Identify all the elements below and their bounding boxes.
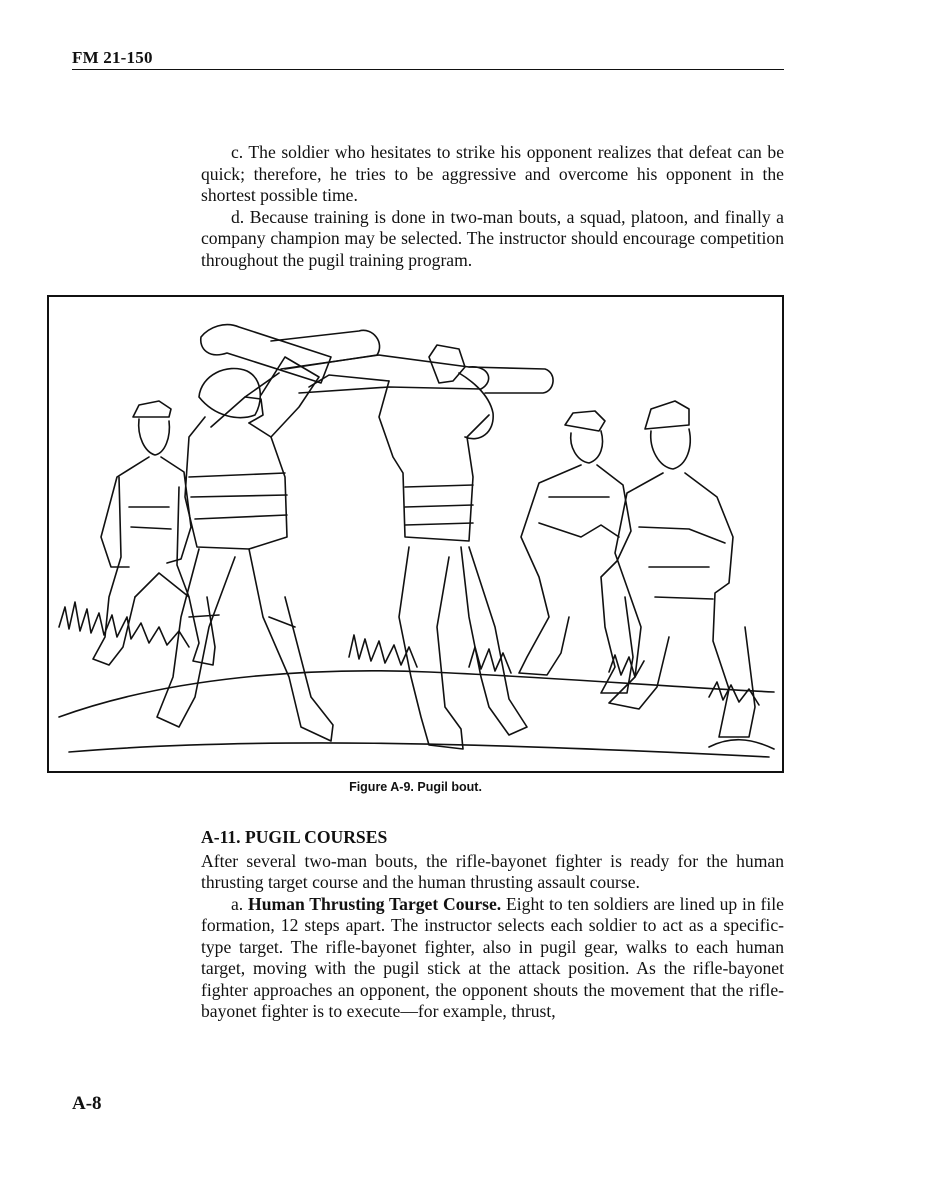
paragraph-a-prefix: a. — [231, 893, 249, 914]
figure-pugil-bout — [47, 295, 784, 773]
section-intro: After several two-man bouts, the rifle-bayonet fighter is ready for the human thrusting target course and the human thrusting assault course. — [201, 850, 784, 892]
ground — [59, 602, 774, 757]
spectator-left — [93, 401, 215, 665]
figure-caption: Figure A-9. Pugil bout. — [349, 780, 482, 794]
section-a-11 — [201, 827, 784, 1023]
paragraph-a — [201, 894, 784, 1023]
paragraph-c: c. The soldier who hesitates to strike his opponent realizes that defeat can be quick; therefore, he tries to be aggressive and overcome his opponent in the shortest possible time. — [201, 142, 784, 205]
fighter-right — [309, 345, 527, 749]
pugil-bout-illustration — [49, 297, 782, 771]
pugil-sticks — [201, 325, 553, 393]
header-rule — [72, 69, 784, 70]
running-head: FM 21-150 — [72, 48, 153, 67]
paragraph-a-title: Human Thrusting Target Course. — [248, 893, 502, 914]
paragraph-a-text: Eight to ten soldiers are lined up in file formation, 12 steps apart. The instructor selects each soldier to act as a specific-type target. The rifle-bayonet fighter, also in pugil gear, walks to each human target, moving with the pugil stick at the attack position. As the rifle-bayonet fighter approaches an opponent, the opponent shouts the movement that the rifle-bayonet fighter is to execute—for example, thrust, — [201, 893, 784, 1021]
page-number: A-8 — [72, 1093, 102, 1114]
paragraph-d: d. Because training is done in two-man bouts, a squad, platoon, and finally a company champion may be selected. The instructor should encourage competition throughout the pugil training program. — [201, 206, 784, 270]
section-title: A-11. PUGIL COURSES — [201, 827, 388, 847]
intro-text — [201, 142, 784, 271]
